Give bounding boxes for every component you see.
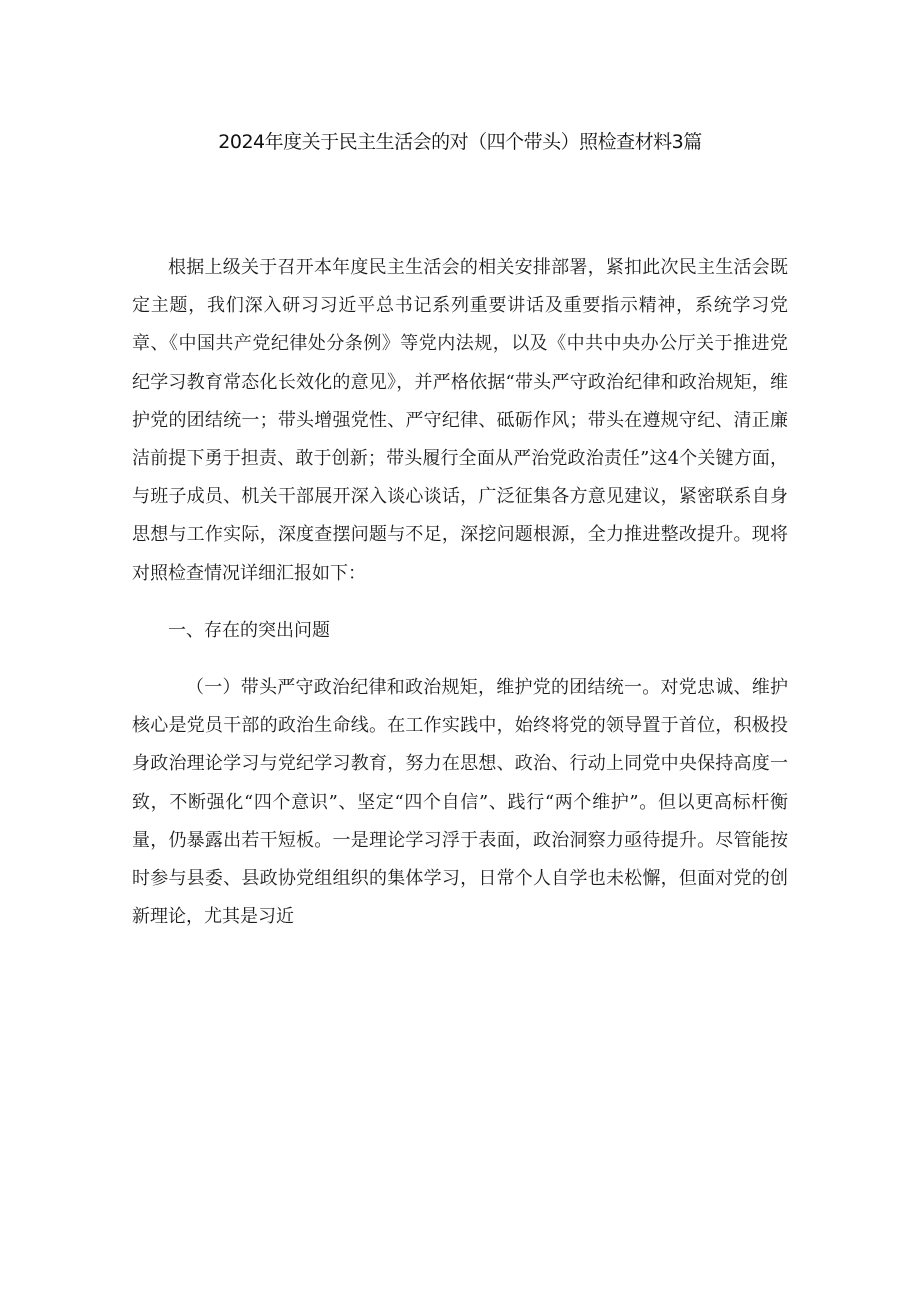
document-title: 2024年度关于民主生活会的对（四个带头）照检查材料3篇 [218,131,702,153]
intro-paragraph: 根据上级关于召开本年度民主生活会的相关安排部署，紧扣此次民主生活会既定主题，我们深入研习习近平总书记系列重要讲话及重要指示精神，系统学习党章、《中国共产党纪律处分条例》等党内法规，以及《中共中央办公厅关于推进党纪学习教育常态化长效化的意见》，并严格依据“带头严守政治纪律和政治规矩，维护党的团结统一；带头增强党性、严守纪律、砥砺作风；带头在遵规守纪、清正廉洁前提下勇于担责、敢于创新；带头履行全面从严治党政治责任”这4个关键方面，与班子成员、机关干部展开深入谈心谈话，广泛征集各方意见建议，紧密联系自身思想与工作实际，深度查摆问题与不足，深挖问题根源，全力推进整改提升。现将对照检查情况详细汇报如下： [132,257,788,584]
section-heading: 一、存在的突出问题 [168,619,330,641]
subsection-paragraph: （一）带头严守政治纪律和政治规矩，维护党的团结统一。对党忠诚、维护核心是党员干部的政治生命线。在工作实践中，始终将党的领导置于首位，积极投身政治理论学习与党纪学习教育，努力在思想、政治、行动上同党中央保持高度一致，不断强化“四个意识”、坚定“四个自信”、践行“两个维护”。但以更高标杆衡量，仍暴露出若干短板。一是理论学习浮于表面，政治洞察力亟待提升。尽管能按时参与县委、县政协党组组织的集体学习，日常个人自学也未松懈，但面对党的创新理论，尤其是习近 [132,677,788,928]
document-body [132,249,788,936]
